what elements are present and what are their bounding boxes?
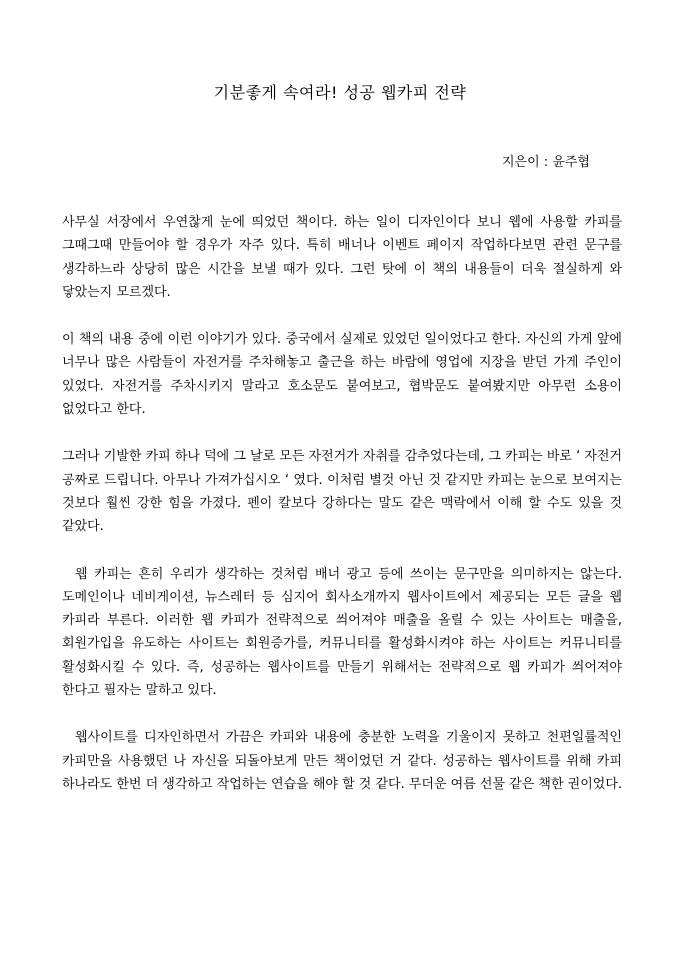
paragraph-2: 이 책의 내용 중에 이런 이야기가 있다. 중국에서 실제로 있었던 일이었다고 한다. 자신의 가게 앞에 너무나 많은 사람들이 자전거를 주차해놓고 출근을 하는 바람에 영업에 지장을 받던 가게 주인이 있었다. 자전거를 주차시키지 말라고 호소문도 붙여보고, 협박문도 붙여봤지만 아무런 소용이 없었다고 한다. bbox=[62, 332, 622, 418]
paragraph-3: 그러나 기발한 카피 하나 덕에 그 날로 모든 자전거가 자취를 감추었다는데, 그 카피는 바로 ‘ 자전거 공짜로 드립니다. 아무나 가져가십시오 ‘ 였다. 이처럼 별것 아닌 것 같지만 카피는 눈으로 보여지는 것보다 훨씬 강한 힘을 가졌다. 펜이 칼보다 강하다는 말도 같은 맥락에서 이해 할 수도 있을 것 같았다. bbox=[62, 449, 623, 535]
author-line: 지은이 : 윤주협 bbox=[502, 155, 590, 170]
paragraph-4: 웹 카피는 흔히 우리가 생각하는 것처럼 배너 광고 등에 쓰이는 문구만을 의미하지는 않는다. 도메인이나 네비게이션, 뉴스레터 등 심지어 회사소개까지 웹사이트에서 제공되는 모든 글을 웹 카피라 부른다. 이러한 웹 카피가 전략적으로 씌어져야 매출을 올릴 수 있는 사이트는 매출을, 회원가입을 유도하는 사이트는 회원증가를, 커뮤니티를 활성화시켜야 하는 사이트는 커뮤니티를 활성화시킬 수 있다. 즉, 성공하는 웹사이트를 만들기 위해서는 전략적으로 웹 카피가 씌어져야 한다고 필자는 말하고 있다. bbox=[62, 566, 622, 699]
paragraph-1: 사무실 서장에서 우연찮게 눈에 띄었던 책이다. 하는 일이 디자인이다 보니 웹에 사용할 카피를 그때그때 만들어야 할 경우가 자주 있다. 특히 배너나 이벤트 페이지 작업하다보면 관련 문구를 생각하느라 상당히 많은 시간을 보낼 때가 있다. 그런 탓에 이 책의 내용들이 더욱 절실하게 와 닿았는지 모르겠다. bbox=[62, 215, 622, 300]
paragraph-5: 웹사이트를 디자인하면서 가끔은 카피와 내용에 충분한 노력을 기울이지 못하고 천편일률적인 카피만을 사용했던 나 자신을 되돌아보게 만든 책이었던 거 같다. 성공하는 웹사이트를 위해 카피 하나라도 한번 더 생각하고 작업하는 연습을 해야 할 것 같다. 무더운 여름 선물 같은 책한 권이었다. bbox=[62, 730, 623, 792]
document-title: 기분좋게 속여라! 성공 웹카피 전략 bbox=[213, 83, 467, 102]
document-body bbox=[62, 211, 622, 820]
